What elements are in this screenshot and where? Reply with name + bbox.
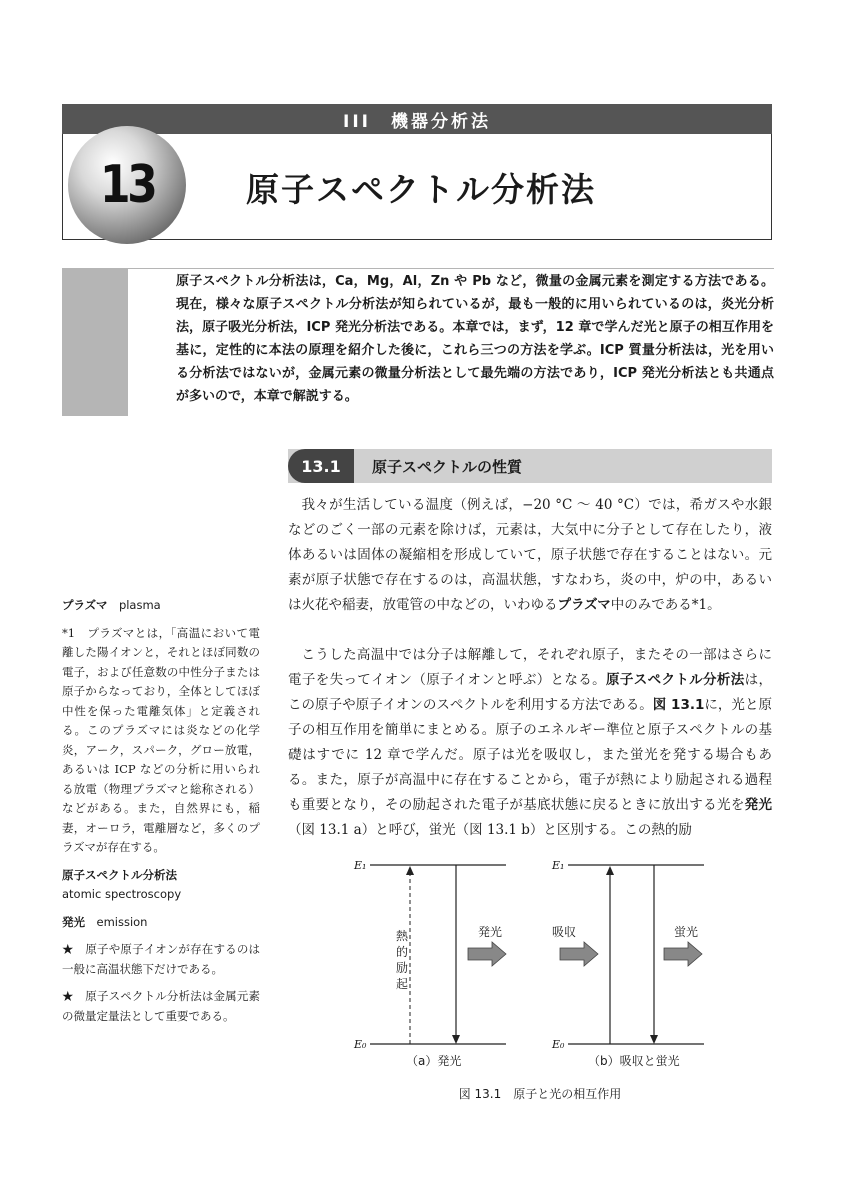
figure-caption: 図 13.1 原子と光の相互作用 [458, 1087, 622, 1101]
term-en: atomic spectroscopy [62, 887, 182, 901]
arrowhead-down [650, 1035, 658, 1044]
section-number: 13.1 [288, 449, 354, 483]
term-jp: プラズマ [62, 598, 108, 612]
margin-notes [62, 596, 260, 1034]
chapter-title: 原子スペクトル分析法 [246, 170, 596, 209]
chapter-number-badge [68, 126, 186, 244]
fluorescence-label: 蛍光 [674, 925, 699, 939]
text-run: 我々が生活している温度（例えば，−20 °C 〜 40 °C）では，希ガスや水銀などのごく一部の元素を除けば，元素は，大気中に分子として存在したり，液体あるいは固体の凝縮相を形成していて，原子状態で存在することはない。元素が原子状態で存在するのは，高温状態，すなわち，炎の中，炉の中，あるいは火花や稲妻，放電管の中などの，いわゆる [288, 497, 772, 613]
lower-level-label-a: E₀ [354, 1038, 367, 1051]
emitted-light-arrow [468, 942, 506, 966]
lower-level-label-b: E₀ [552, 1038, 565, 1051]
glossary-term [62, 913, 260, 933]
panel-b-label: （b）吸収と蛍光 [588, 1054, 680, 1068]
intro-divider [128, 268, 774, 269]
text-run: に，光と原子の相互作用を簡単にまとめる。原子のエネルギー準位と原子スペクトルの基礎はすでに 12 章で学んだ。原子は光を吸収し，また蛍光を発する場合もある。また，原子が高温中に存在することから，電子が熱により励起される過程も重要となり，その励起された電子が基底状態に戻るときに放出する光を [288, 697, 772, 813]
thermal-char: 励 [396, 961, 409, 975]
arrowhead-down [452, 1035, 460, 1044]
key-point: ★ 原子スペクトル分析法は金属元素の微量定量法として重要である。 [62, 989, 260, 1023]
term-en: emission [96, 914, 148, 929]
text-run: は，この原子や原子イオンのスペクトルを利用する方法である。 [288, 672, 773, 713]
section-heading-bar [288, 449, 772, 483]
figure-reference: 図 13.1 [652, 697, 705, 713]
part-label: III 機器分析法 [62, 104, 772, 134]
thermal-label [396, 928, 409, 991]
arrowhead-up [406, 866, 414, 875]
glossary-term: 原子スペクトル分析法 [62, 867, 177, 882]
text-run: こうした高温中では分子は解離して，それぞれ原子，またその一部はさらに電子を失ってイオン（原子イオンと呼ぶ）となる。 [288, 647, 772, 688]
chapter-number: 13 [99, 155, 155, 215]
absorption-label: 吸収 [552, 925, 577, 939]
key-term: 原子スペクトル分析法 [606, 672, 745, 688]
glossary-term [62, 596, 260, 616]
panel-a-label: （a）発光 [406, 1054, 462, 1068]
body-paragraph [288, 493, 772, 618]
arrowhead-up [606, 866, 614, 875]
key-point: ★ 原子や原子イオンが存在するのは一般に高温状態下だけである。 [62, 942, 260, 976]
absorbed-light-arrow [560, 942, 598, 966]
footnote: *1 プラズマとは，「高温において電離した陽イオンと，それとほぼ同数の電子，および任意数の中性分子または原子からなっており，全体としてほぼ中性を保った電離気体」と定義される。このプラズマには炎などの化学炎，アーク，スパーク，グロー放電，あるいは ICP などの分析に用いられる放電（物理プラズマと総称される）などがある。また，自然界にも，稲妻，オーロラ，電離層など，多くのプラズマが存在する。 [62, 625, 260, 854]
thermal-char: 熱 [396, 929, 409, 943]
text-run: （図 13.1 a）と呼び，蛍光（図 13.1 b）と区別する。この熱的励 [288, 822, 692, 838]
upper-level-label-a: E₁ [354, 859, 367, 872]
energy-level-diagram [340, 850, 740, 1075]
text-run: 中のみである*1。 [610, 597, 721, 613]
emission-label: 発光 [478, 925, 503, 939]
section-title: 原子スペクトルの性質 [372, 457, 523, 476]
intro-accent-block [62, 268, 128, 416]
thermal-char: 的 [396, 945, 409, 959]
key-term: 発光 [744, 797, 773, 813]
term-en: plasma [118, 598, 161, 612]
fluorescent-light-arrow [664, 942, 702, 966]
upper-level-label-b: E₁ [552, 859, 565, 872]
term-jp: 発光 [62, 914, 85, 929]
body-paragraph [288, 643, 772, 843]
thermal-char: 起 [396, 977, 409, 991]
key-term: プラズマ [557, 597, 611, 613]
chapter-intro: 原子スペクトル分析法は，Ca，Mg，Al，Zn や Pb など，微量の金属元素を測定する方法である。現在，様々な原子スペクトル分析法が知られているが，最も一般的に用いられているのは，炎光分析法，原子吸光分析法，ICP 発光分析法である。本章では，まず，12 章で学んだ光と原子の相互作用を基に，定性的に本法の原理を紹介した後に，これら三つの方法を学ぶ。ICP 質量分析法は，光を用いる分析法ではないが，金属元素の微量分析法として最先端の方法であり，ICP 発光分析法とも共通点が多いので，本章で解説する。 [176, 274, 774, 404]
